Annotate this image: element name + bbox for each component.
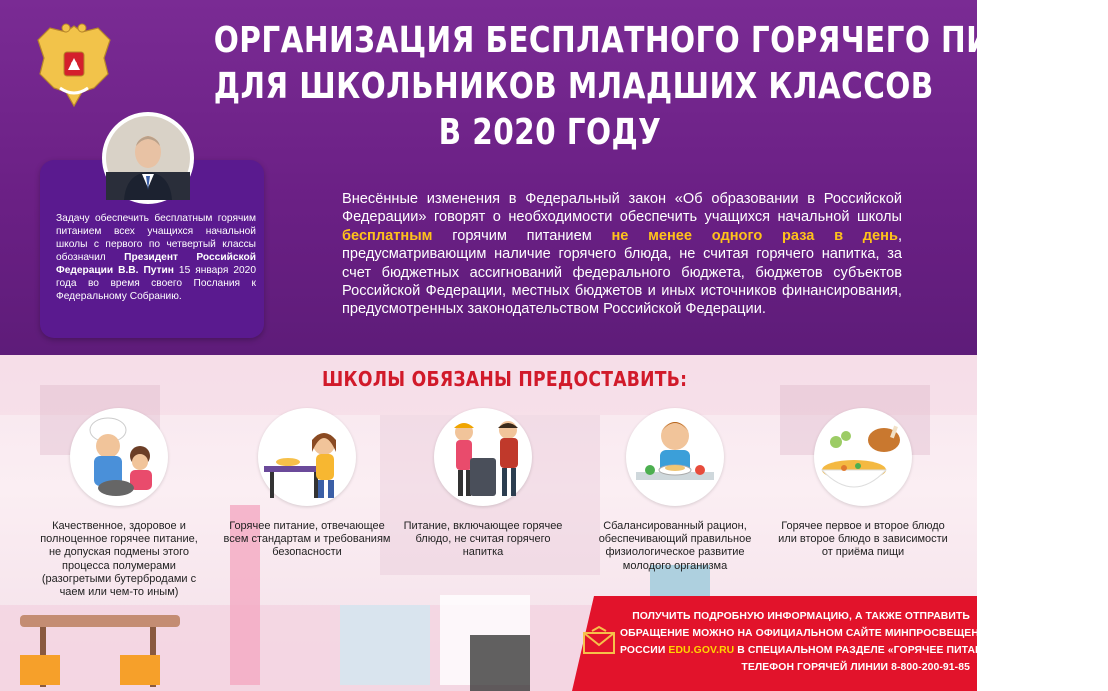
- hotline-phone[interactable]: ТЕЛЕФОН ГОРЯЧЕЙ ЛИНИИ 8-800-200-91-85: [741, 662, 970, 673]
- banner-line-1: ПОЛУЧИТЬ ПОДРОБНУЮ ИНФОРМАЦИЮ, А ТАКЖЕ ОТПРАВИТЬ: [632, 611, 970, 622]
- banner-line-3-start: РОССИИ: [620, 645, 669, 656]
- section-title: ШКОЛЫ ОБЯЗАНЫ ПРЕДОСТАВИТЬ:: [322, 367, 688, 391]
- president-portrait: [102, 112, 194, 204]
- item-hot-dish: [398, 408, 568, 560]
- item-caption: Горячее питание, отвечающее всем стандартам и требованиям безопасности: [223, 520, 391, 559]
- quote-part-1: Задачу обеспечить бесплатным горячим питанием всех учащихся начальной школы с первого по четвертый классы обозначил: [56, 213, 256, 263]
- envelope-icon: [582, 627, 616, 655]
- item-caption: Горячее первое и второе блюдо или второе блюдо в зависимости от приёма пищи: [778, 520, 948, 559]
- coat-of-arms-emblem: [30, 18, 118, 110]
- item-caption: Сбалансированный рацион, обеспечивающий правильное физиологическое развитие молодого организма: [598, 520, 752, 572]
- page-title: [213, 18, 1108, 156]
- main-text-part-3: , предусматривающим наличие горячего блюда, не считая горячего напитка, за счет бюджетных ассигнований федерального бюджета, бюджетов субъектов Российской Федерации, местных бюджетов и иных источников финансирования, предусмотренных законодательством Российской Федерации.: [342, 227, 902, 318]
- law-description: [342, 190, 902, 319]
- item-caption: Питание, включающее горячее блюдо, не считая горячего напитка: [403, 520, 563, 559]
- girl-eating-illustration: [258, 408, 356, 506]
- item-hot-meals-standards: [222, 408, 392, 560]
- banner-line-3: [620, 642, 1004, 659]
- quote-text: [56, 212, 256, 303]
- banner-line-3-end: В СПЕЦИАЛЬНОМ РАЗДЕЛЕ «ГОРЯЧЕЕ ПИТАНИЕ»: [734, 645, 1004, 656]
- item-balanced-diet: [590, 408, 760, 573]
- banner-line-2: ОБРАЩЕНИЕ МОЖНО НА ОФИЦИАЛЬНОМ САЙТЕ МИНПРОСВЕЩЕНИЯ: [620, 628, 995, 639]
- title-line-2: ДЛЯ ШКОЛЬНИКОВ МЛАДШИХ КЛАССОВ: [213, 66, 934, 107]
- item-quality-food: [34, 408, 204, 599]
- highlight-once-a-day: не менее одного раза в день: [611, 227, 898, 244]
- quote-part-2: 15 января 2020 года во время своего Послания к Федеральному Собранию.: [56, 265, 256, 302]
- quote-bold: Президент Российской Федерации В.В. Путин: [56, 252, 256, 276]
- item-first-second-course: [778, 408, 948, 560]
- school-queue-illustration: [434, 408, 532, 506]
- main-text-part-2: горячим питанием: [432, 227, 612, 244]
- chef-child-illustration: [70, 408, 168, 506]
- main-text-part-1: Внесённые изменения в Федеральный закон «Об образовании в Российской Федерации» говорят о необходимости обеспечить учащихся начальной школы: [342, 191, 902, 226]
- website-link[interactable]: EDU.GOV.RU: [668, 645, 735, 656]
- boy-with-meal-illustration: [626, 408, 724, 506]
- highlight-free: бесплатным: [342, 227, 433, 244]
- banner-text: [620, 608, 1004, 676]
- title-line-3: В 2020 ГОДУ: [438, 112, 662, 153]
- soup-and-chicken-illustration: [814, 408, 912, 506]
- portrait-image: [106, 116, 190, 200]
- item-caption: Качественное, здоровое и полноценное горячее питание, не допуская подмены этого процесса полумерами (разогретыми бутербродами с чаем или чем-то иным): [40, 520, 198, 599]
- title-line-1: ОРГАНИЗАЦИЯ БЕСПЛАТНОГО ГОРЯЧЕГО ПИТАНИЯ: [213, 20, 1108, 61]
